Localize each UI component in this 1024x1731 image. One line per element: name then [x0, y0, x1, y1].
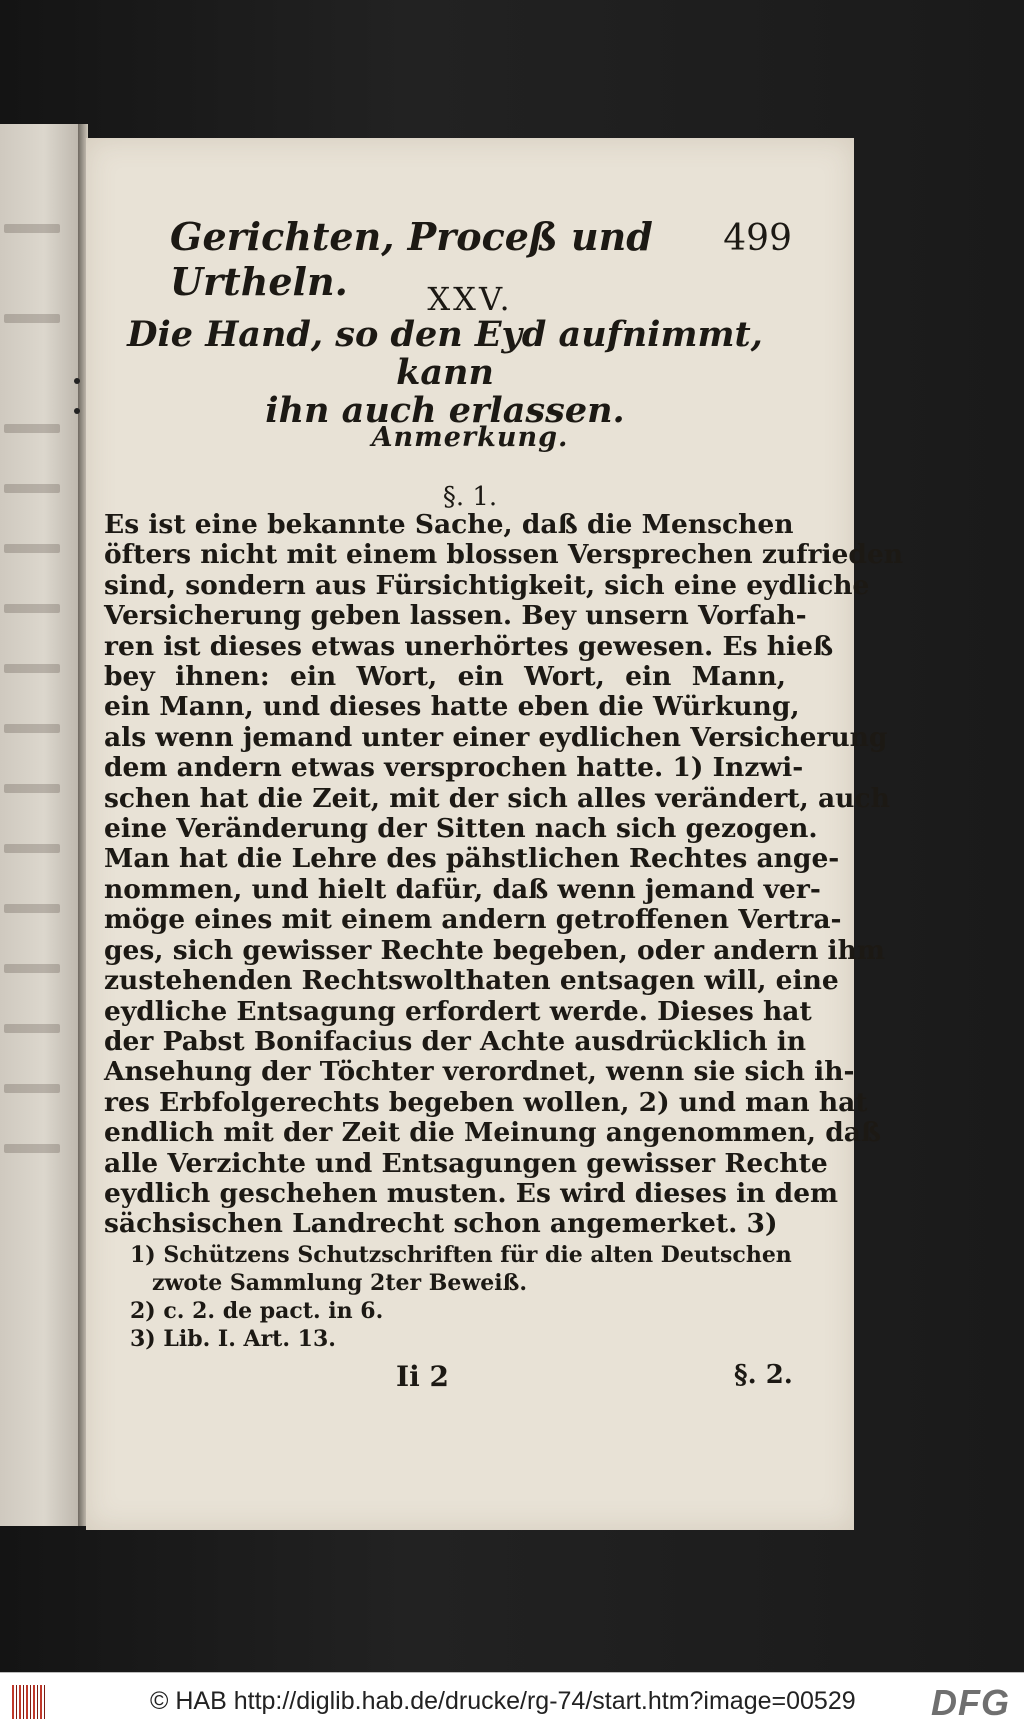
- text-line: eydlich geschehen musten. Es wird dieses in dem: [104, 1177, 839, 1209]
- text-line: res Erbfolgerechts begeben wollen, 2) und man hat: [104, 1086, 868, 1118]
- ghost-text: [4, 784, 60, 793]
- binding-dot: [74, 378, 80, 384]
- text-line: Versicherung geben lassen. Bey unsern Vorfah-: [104, 600, 807, 632]
- ghost-text: [4, 314, 60, 323]
- binding-dot: [74, 408, 80, 414]
- text-line: möge eines mit einem andern getroffenen Vertra-: [104, 904, 842, 936]
- ghost-text: [4, 604, 60, 613]
- ghost-text: [4, 1144, 60, 1153]
- ghost-text: [4, 964, 60, 973]
- text-line: dem andern etwas versprochen hatte. 1) Inzwi-: [104, 752, 804, 784]
- barcode-icon: [12, 1685, 46, 1719]
- text-line: Ansehung der Töchter verordnet, wenn sie sich ih-: [104, 1056, 855, 1088]
- ghost-text: [4, 1084, 60, 1093]
- text-line: der Pabst Bonifacius der Achte ausdrücklich in: [104, 1025, 807, 1057]
- text-line: ren ist dieses etwas unerhörtes gewesen. Es hieß: [104, 630, 834, 662]
- ghost-text: [4, 664, 60, 673]
- footnote: 1) Schützens Schutzschriften für die alten Deutschen: [130, 1242, 792, 1268]
- section-title: [104, 316, 786, 430]
- ghost-text: [4, 544, 60, 553]
- text-line: bey ihnen: ein Wort, ein Wort, ein Mann,: [104, 661, 786, 693]
- section-number: XXV.: [427, 280, 513, 318]
- facing-page-edge: [0, 124, 80, 1526]
- footnote-continuation: zwote Sammlung 2ter Beweiß.: [152, 1270, 527, 1296]
- footer-bar: [0, 1672, 1024, 1731]
- page-number: 499: [723, 218, 792, 259]
- running-title: Gerichten, Proceß und Urtheln.: [170, 214, 653, 304]
- body-text: [104, 509, 904, 1240]
- text-line: als wenn jemand unter einer eydlichen Versicherung: [104, 721, 888, 753]
- text-line: endlich mit der Zeit die Meinung angenommen, daß: [104, 1117, 882, 1149]
- text-line: sächsischen Landrecht schon angemerket. 3): [104, 1208, 778, 1240]
- title-line: ihn auch erlassen.: [265, 390, 625, 431]
- footnotes: [130, 1241, 792, 1353]
- footnote: 2) c. 2. de pact. in 6.: [130, 1298, 384, 1324]
- catchword: §. 2.: [734, 1360, 793, 1390]
- footnote: 3) Lib. I. Art. 13.: [130, 1326, 336, 1352]
- text-line: öfters nicht mit einem blossen Versprechen zufrieden: [104, 539, 904, 571]
- text-line: eydliche Entsagung erfordert werde. Dieses hat: [104, 995, 812, 1027]
- paragraph-number: §. 1.: [442, 482, 498, 512]
- subheading: Anmerkung.: [371, 422, 569, 453]
- text-line: alle Verzichte und Entsagungen gewisser Rechte: [104, 1147, 828, 1179]
- signature-mark: Ii 2: [396, 1360, 449, 1393]
- ghost-text: [4, 904, 60, 913]
- text-line: ein Mann, und dieses hatte eben die Würkung,: [104, 691, 800, 723]
- copyright-link[interactable]: © HAB http://diglib.hab.de/drucke/rg-74/start.htm?image=00529: [150, 1687, 856, 1715]
- text-line: nommen, und hielt dafür, daß wenn jemand ver-: [104, 873, 821, 905]
- ghost-text: [4, 844, 60, 853]
- book-page: [86, 138, 904, 1530]
- dfg-logo: DFG: [931, 1682, 1010, 1723]
- title-line: Die Hand, so den Eyd aufnimmt, kann: [127, 314, 763, 393]
- ghost-text: [4, 724, 60, 733]
- text-line: eine Veränderung der Sitten nach sich gezogen.: [104, 813, 818, 845]
- ghost-text: [4, 484, 60, 493]
- text-line: Man hat die Lehre des pähstlichen Rechtes ange-: [104, 843, 840, 875]
- text-line: schen hat die Zeit, mit der sich alles verändert, auch: [104, 782, 890, 814]
- ghost-text: [4, 224, 60, 233]
- ghost-text: [4, 1024, 60, 1033]
- ghost-text: [4, 424, 60, 433]
- text-line: ges, sich gewisser Rechte begeben, oder andern ihm: [104, 934, 885, 966]
- text-line: Es ist eine bekannte Sache, daß die Menschen: [104, 509, 794, 540]
- text-line: sind, sondern aus Fürsichtigkeit, sich eine eydliche: [104, 569, 870, 601]
- text-line: zustehenden Rechtswolthaten entsagen will, eine: [104, 965, 839, 997]
